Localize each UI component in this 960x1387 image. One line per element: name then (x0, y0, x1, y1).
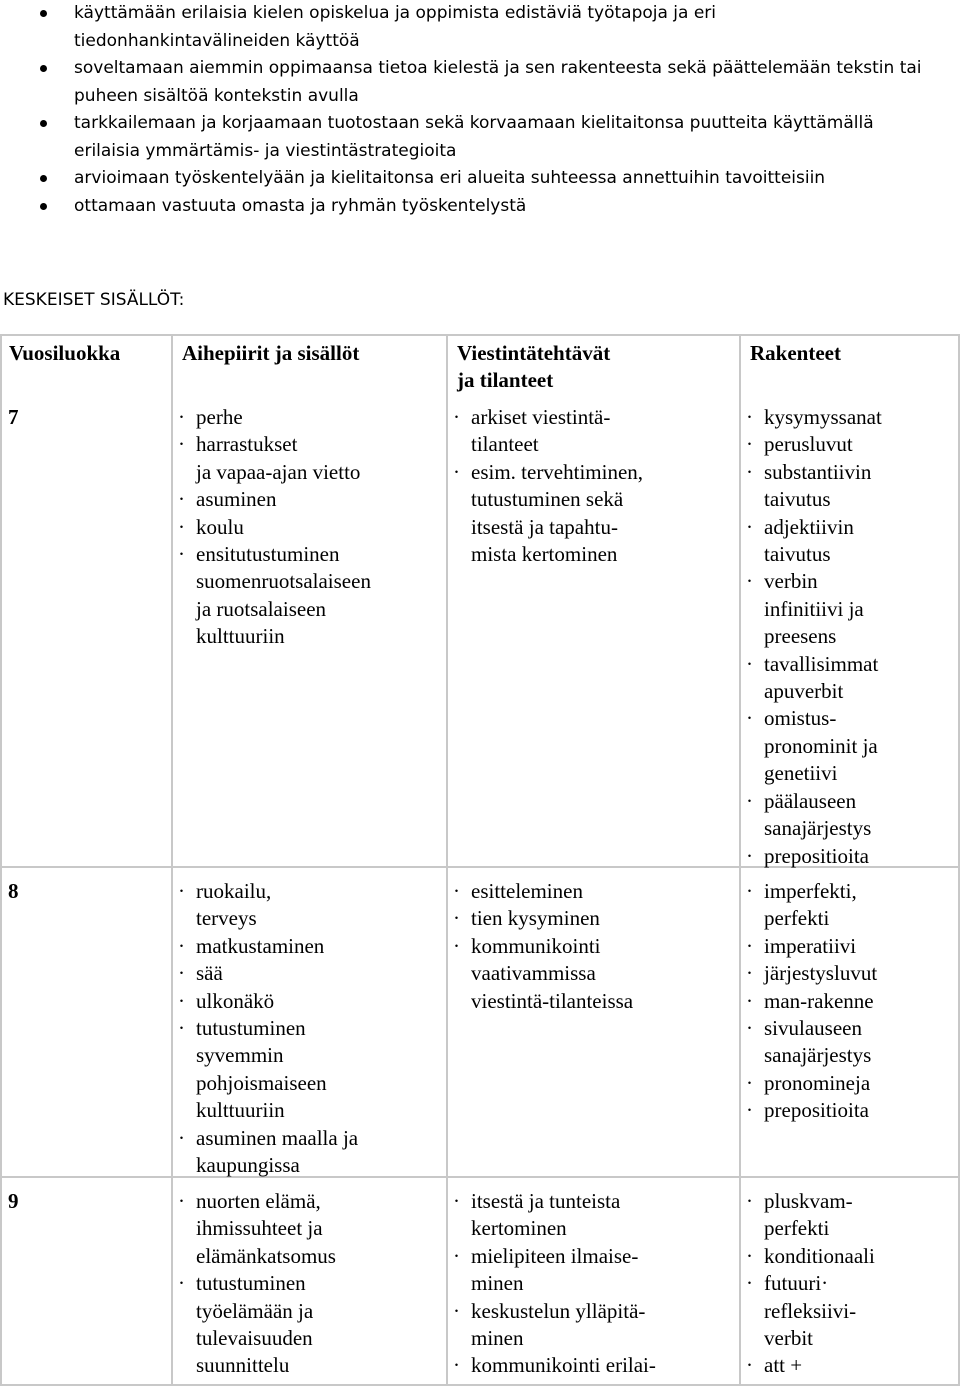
cell-text: syvemmin (196, 1043, 284, 1068)
content-table (0, 334, 960, 1386)
cell-text: genetiivi (764, 761, 838, 786)
cell-text: ihmissuhteet ja (196, 1216, 323, 1241)
column-divider (446, 336, 448, 1384)
cell-line (453, 514, 643, 541)
cell-line (746, 933, 877, 960)
cell-text: koulu (196, 514, 244, 539)
cell-text: keskustelun ylläpitä- (471, 1298, 646, 1323)
cell-text: mielipiteen ilmaise- (471, 1243, 639, 1268)
middle-dot-bullet-icon: · (178, 1189, 185, 1213)
cell-text: järjestysluvut (764, 961, 878, 986)
cell-line (746, 760, 882, 787)
middle-dot-bullet-icon: · (453, 1298, 460, 1323)
cell-line (746, 1325, 875, 1352)
cell-text: taivutus (764, 542, 831, 567)
objective-text: käyttämään erilaisia kielen opiskelua ja oppimista edistäviä työtapoja ja eri (74, 3, 717, 23)
topics-grade-7 (178, 404, 371, 651)
bullet-icon (40, 175, 47, 182)
cell-line (746, 1042, 877, 1069)
cell-line (453, 933, 633, 960)
cell-text: arkiset viestintä- (471, 405, 611, 429)
cell-line (746, 788, 882, 815)
structures-grade-7 (746, 404, 882, 870)
middle-dot-bullet-icon: · (453, 879, 460, 903)
cell-text: kertominen (471, 1216, 567, 1241)
header-grade: Vuosiluokka (9, 341, 121, 365)
cell-text: pohjoismaiseen (196, 1070, 327, 1095)
cell-text: sää (196, 961, 223, 986)
middle-dot-bullet-icon: · (453, 459, 460, 484)
cell-text: omistus- (764, 706, 837, 731)
cell-text: prepositioita (764, 1098, 869, 1123)
cell-text: taivutus (764, 487, 831, 512)
cell-text: tutustuminen (196, 1016, 306, 1041)
header-topics: Aihepiirit ja sisällöt (182, 341, 360, 365)
cell-line (178, 1325, 336, 1352)
cell-line (453, 1298, 656, 1325)
cell-line (746, 878, 877, 905)
cell-text: tulevaisuuden (196, 1326, 313, 1351)
cell-line (178, 1152, 358, 1179)
middle-dot-bullet-icon: · (746, 843, 753, 868)
communication-grade-7 (453, 404, 643, 568)
grade-8: 8 (8, 879, 19, 903)
middle-dot-bullet-icon: · (746, 405, 753, 429)
objective-text: puheen sisältöä kontekstin avulla (74, 85, 359, 106)
cell-line (453, 1188, 656, 1215)
middle-dot-bullet-icon: · (746, 1189, 753, 1213)
middle-dot-bullet-icon: · (746, 1271, 753, 1296)
middle-dot-bullet-icon: · (178, 961, 185, 986)
cell-text: tilanteet (471, 432, 539, 457)
header-communication: Viestintätehtävät ja tilanteet (457, 341, 611, 393)
cell-text: sanajärjestys (764, 1043, 872, 1068)
cell-line (178, 933, 358, 960)
cell-line (453, 905, 633, 932)
cell-text: att + (764, 1353, 803, 1378)
middle-dot-bullet-icon: · (178, 487, 185, 512)
cell-text: apuverbit (764, 679, 844, 704)
bullet-icon (40, 65, 47, 72)
cell-line (746, 843, 882, 870)
cell-text: preesens (764, 624, 837, 649)
middle-dot-bullet-icon: · (453, 906, 460, 931)
cell-line (178, 514, 371, 541)
middle-dot-bullet-icon: · (453, 933, 460, 958)
cell-text: perhe (196, 405, 243, 429)
middle-dot-bullet-icon: · (746, 933, 753, 958)
cell-line (746, 651, 882, 678)
topics-grade-9 (178, 1188, 336, 1380)
cell-line (746, 568, 882, 595)
cell-line (746, 1097, 877, 1124)
cell-line (178, 1352, 336, 1379)
middle-dot-bullet-icon: · (746, 1016, 753, 1041)
cell-line (453, 459, 643, 486)
cell-line (746, 678, 882, 705)
row-divider (2, 1176, 958, 1178)
cell-text: pluskvam- (764, 1189, 853, 1213)
cell-text: konditionaali (764, 1243, 875, 1268)
cell-line (746, 1015, 877, 1042)
cell-line (746, 486, 882, 513)
cell-line (178, 905, 358, 932)
cell-text: substantiivin (764, 459, 872, 484)
middle-dot-bullet-icon: · (178, 542, 185, 567)
cell-text: viestintä-tilanteissa (471, 988, 634, 1013)
cell-line (178, 568, 371, 595)
header-structures: Rakenteet (750, 341, 841, 365)
cell-line (746, 733, 882, 760)
section-heading: KESKEISET SISÄLLÖT: (3, 290, 185, 310)
cell-line (178, 404, 371, 431)
objective-text: tarkkailemaan ja korjaamaan tuotostaan sekä korvaamaan kielitaitonsa puutteita käyttämällä (74, 113, 874, 133)
cell-text: elämänkatsomus (196, 1243, 336, 1268)
cell-line (178, 486, 371, 513)
cell-line (746, 960, 877, 987)
middle-dot-bullet-icon: · (746, 879, 753, 903)
cell-text: perusluvut (764, 432, 853, 457)
cell-line (453, 1215, 656, 1242)
cell-text: mista kertominen (471, 542, 618, 567)
middle-dot-bullet-icon: · (453, 1243, 460, 1268)
cell-text: kaupungissa (196, 1153, 300, 1178)
middle-dot-bullet-icon: · (178, 514, 185, 539)
column-divider (739, 336, 741, 1384)
middle-dot-bullet-icon: · (178, 1016, 185, 1041)
cell-line (746, 404, 882, 431)
cell-line (746, 815, 882, 842)
cell-text: perfekti (764, 1216, 830, 1241)
cell-line (178, 1188, 336, 1215)
cell-line (178, 988, 358, 1015)
cell-line (178, 960, 358, 987)
middle-dot-bullet-icon: · (178, 405, 185, 429)
cell-line (746, 596, 882, 623)
middle-dot-bullet-icon: · (746, 1243, 753, 1268)
cell-line (746, 1188, 875, 1215)
cell-line (178, 596, 371, 623)
cell-text: itsestä ja tapahtu- (471, 514, 618, 539)
cell-text: ja ruotsalaiseen (196, 596, 327, 621)
structures-grade-9 (746, 1188, 875, 1380)
cell-text: asuminen maalla ja (196, 1125, 359, 1150)
cell-text: tutustuminen sekä (471, 487, 624, 512)
cell-text: ja vapaa-ajan vietto (196, 459, 361, 484)
cell-text: suunnittelu (196, 1353, 290, 1378)
cell-line (746, 541, 882, 568)
cell-text: adjektiivin (764, 514, 854, 539)
cell-line (453, 960, 633, 987)
cell-line (453, 541, 643, 568)
cell-line (746, 459, 882, 486)
cell-text: työelämään ja (196, 1298, 314, 1323)
column-divider (171, 336, 173, 1384)
cell-line (453, 878, 633, 905)
cell-text: kulttuuriin (196, 1098, 285, 1123)
cell-text: kysymyssanat (764, 405, 882, 429)
cell-line (178, 1070, 358, 1097)
cell-line (453, 1352, 656, 1379)
cell-text: infinitiivi ja (764, 596, 864, 621)
cell-text: terveys (196, 906, 257, 931)
middle-dot-bullet-icon: · (178, 1271, 185, 1296)
cell-line (746, 431, 882, 458)
cell-text: itsestä ja tunteista (471, 1189, 621, 1213)
cell-text: ulkonäkö (196, 988, 275, 1013)
cell-text: tutustuminen (196, 1271, 306, 1296)
cell-line (746, 1070, 877, 1097)
cell-text: esitteleminen (471, 879, 583, 903)
cell-text: man-rakenne (764, 988, 874, 1013)
cell-text: ruokailu, (196, 879, 272, 903)
middle-dot-bullet-icon: · (178, 879, 185, 903)
cell-line (453, 988, 633, 1015)
middle-dot-bullet-icon: · (746, 788, 753, 813)
cell-line (178, 1097, 358, 1124)
cell-text: refleksiivi- (764, 1298, 857, 1323)
grade-7: 7 (8, 405, 19, 429)
structures-grade-8 (746, 878, 877, 1125)
cell-text: ensitutustuminen (196, 542, 340, 567)
cell-line (746, 623, 882, 650)
cell-text: matkustaminen (196, 933, 325, 958)
cell-text: imperatiivi (764, 933, 857, 958)
middle-dot-bullet-icon: · (746, 706, 753, 731)
cell-line (746, 905, 877, 932)
cell-line (746, 1298, 875, 1325)
cell-text: verbit (764, 1326, 813, 1351)
cell-line (178, 1042, 358, 1069)
cell-line (453, 1270, 656, 1297)
cell-line (746, 1215, 875, 1242)
communication-grade-8 (453, 878, 633, 1015)
cell-text: kulttuuriin (196, 624, 285, 649)
bullet-icon (40, 120, 47, 127)
middle-dot-bullet-icon: · (746, 432, 753, 457)
cell-line (746, 1270, 875, 1297)
cell-text: esim. tervehtiminen, (471, 459, 644, 484)
cell-line (453, 486, 643, 513)
middle-dot-bullet-icon: · (746, 1070, 753, 1095)
cell-text: futuuri· (764, 1271, 829, 1296)
cell-text: nuorten elämä, (196, 1189, 321, 1213)
middle-dot-bullet-icon: · (178, 988, 185, 1013)
cell-text: prepositioita (764, 843, 869, 868)
middle-dot-bullet-icon: · (746, 1353, 753, 1378)
middle-dot-bullet-icon: · (746, 569, 753, 594)
cell-text: pronominit ja (764, 733, 878, 758)
cell-line (746, 1243, 875, 1270)
cell-text: asuminen (196, 487, 277, 512)
cell-line (178, 623, 371, 650)
cell-text: harrastukset (196, 432, 298, 457)
cell-line (178, 1015, 358, 1042)
cell-line (453, 404, 643, 431)
middle-dot-bullet-icon: · (453, 405, 460, 429)
cell-text: kommunikointi (471, 933, 601, 958)
objective-text: arvioimaan työskentelyään ja kielitaitonsa eri alueita suhteessa annettuihin tavoitteisiin (74, 168, 826, 188)
middle-dot-bullet-icon: · (746, 514, 753, 539)
cell-line (178, 1243, 336, 1270)
cell-text: verbin (764, 569, 818, 594)
middle-dot-bullet-icon: · (746, 961, 753, 986)
cell-text: suomenruotsalaiseen (196, 569, 371, 594)
cell-line (453, 1325, 656, 1352)
cell-text: tien kysyminen (471, 906, 600, 931)
objective-text: ottamaan vastuuta omasta ja ryhmän työskentelystä (74, 195, 527, 216)
cell-text: kommunikointi erilai- (471, 1353, 656, 1378)
cell-line (178, 1270, 336, 1297)
cell-text: päälauseen (764, 788, 857, 813)
cell-line (746, 988, 877, 1015)
cell-text: perfekti (764, 906, 830, 931)
middle-dot-bullet-icon: · (453, 1189, 460, 1213)
cell-text: vaativammissa (471, 961, 596, 986)
cell-line (178, 878, 358, 905)
middle-dot-bullet-icon: · (178, 432, 185, 457)
cell-line (178, 1125, 358, 1152)
objective-text: tiedonhankintavälineiden käyttöä (74, 30, 360, 51)
middle-dot-bullet-icon: · (746, 651, 753, 676)
middle-dot-bullet-icon: · (453, 1353, 460, 1378)
cell-line (453, 431, 643, 458)
cell-line (178, 1298, 336, 1325)
objective-text: erilaisia ymmärtämis- ja viestintästrategioita (74, 140, 457, 161)
cell-text: imperfekti, (764, 879, 857, 903)
cell-line (746, 514, 882, 541)
bullet-icon (40, 203, 47, 210)
middle-dot-bullet-icon: · (178, 1125, 185, 1150)
cell-line (178, 459, 371, 486)
topics-grade-8 (178, 878, 358, 1179)
middle-dot-bullet-icon: · (178, 933, 185, 958)
bullet-icon (40, 10, 47, 17)
middle-dot-bullet-icon: · (746, 459, 753, 484)
cell-line (746, 705, 882, 732)
cell-line (178, 431, 371, 458)
cell-text: tavallisimmat (764, 651, 879, 676)
grade-9: 9 (8, 1189, 19, 1213)
cell-text: sivulauseen (764, 1016, 862, 1041)
objective-text: soveltamaan aiemmin oppimaansa tietoa kielestä ja sen rakenteesta sekä päättelemään tekstin tai (74, 58, 922, 78)
cell-line (746, 1352, 875, 1379)
cell-text: sanajärjestys (764, 816, 872, 841)
middle-dot-bullet-icon: · (746, 1098, 753, 1123)
cell-text: minen (471, 1326, 524, 1351)
cell-line (178, 541, 371, 568)
cell-text: minen (471, 1271, 524, 1296)
middle-dot-bullet-icon: · (746, 988, 753, 1013)
cell-line (178, 1215, 336, 1242)
communication-grade-9 (453, 1188, 656, 1380)
cell-line (453, 1243, 656, 1270)
cell-text: pronomineja (764, 1070, 871, 1095)
